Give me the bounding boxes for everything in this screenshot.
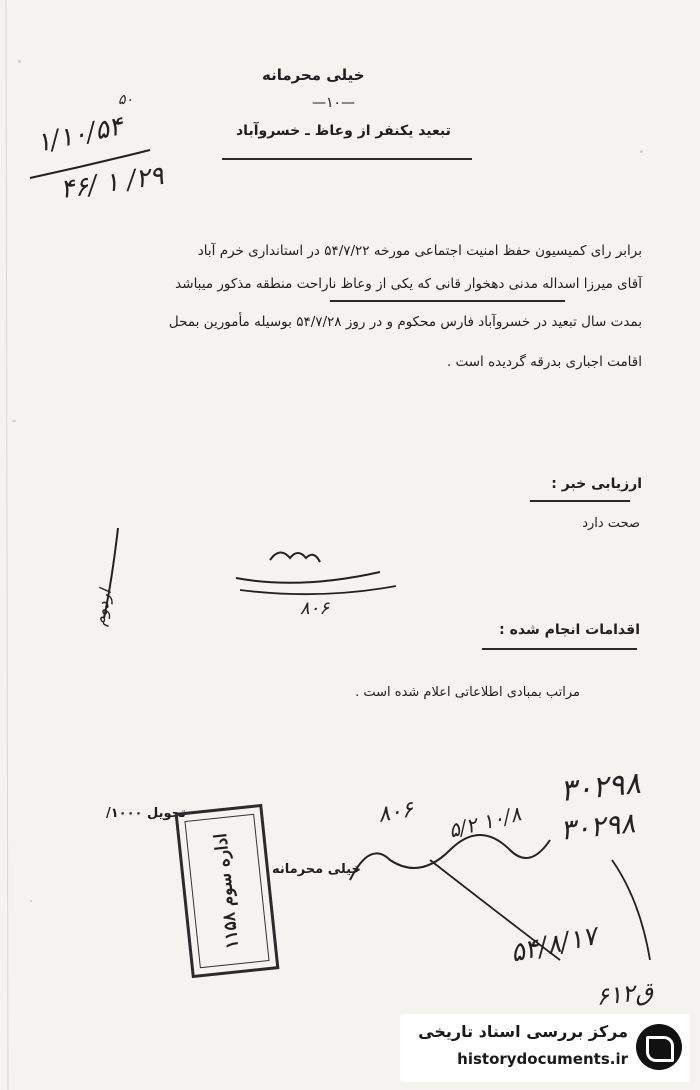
name-underline [330,300,565,302]
signature-loop [270,552,320,562]
handwritten-scribble-1: ۸۰۶ [376,797,416,828]
distribution-note: تحویل ۱۰۰۰/ [106,806,186,821]
actions-heading: اقدامات انجام شده : [499,622,640,638]
signature-underline [240,586,396,594]
signature-mark: ۸۰۶ [300,598,330,619]
handwritten-number-1: ۳۰۲۹۸ [558,765,643,810]
body-line-3: بمدت سال تبعید در خسروآباد فارس محکوم و در روز ۵۴/۷/۲۸ بوسیله مأمورین بمحل [168,314,642,330]
actions-text: مراتب بمبادی اطلاعاتی اعلام شده است . [355,685,580,700]
document-subject: تبعید یکنفر از وعاظ ـ خسروآباد [236,123,451,139]
handwritten-date-bottom: ۵۴/۸/۱۷ [507,921,600,969]
scan-speck [640,150,643,153]
assessment-heading: ارزیابی خبر : [551,476,642,492]
margin-note-date: ۱/۱۰/۵۴ [33,111,126,159]
body-line-2: آقای میرزا اسداله مدنی دهخوار قانی که یکی از وعاظ ناراحت منطقه مذکور میباشد [175,276,642,292]
handwritten-number-2: ۳۰۲۹۸ [558,806,637,847]
bottom-classification: خیلی محرمانه [272,862,361,877]
office-stamp [175,804,280,978]
scan-speck [30,900,32,902]
scan-speck [18,60,21,63]
assessment-underline [530,500,630,502]
actions-underline [482,648,637,650]
margin-note-number: ۴۶/ ۱ /۲۹ [58,160,166,206]
watermark-title: مرکز بررسی اسناد تاریخی [418,1022,628,1041]
signature-stroke [236,572,380,583]
classification-header: خیلی محرمانه [262,66,365,84]
page-edge-left [6,0,8,1090]
body-line-1: برابر رای کمیسیون حفظ امنیت اجتماعی مورخه ۵۴/۷/۲۲ در استانداری خرم آباد [197,243,642,259]
assessment-value: صحت دارد [582,516,640,531]
handwritten-code-bottom: ق۶۱۲ [594,977,655,1011]
tilted-number-arc [612,860,650,960]
archive-logo-icon [636,1024,682,1070]
document-number: —۱۰— [312,95,356,111]
margin-note-digits: ۵۰ [118,92,134,108]
scan-speck [12,420,16,422]
side-note-vertical: اردوم [89,587,116,628]
watermark-url: historydocuments.ir [457,1050,628,1068]
watermark-banner [400,1014,690,1082]
handwritten-scribble-2: ۵/۲ ۱۰/۸ [446,801,524,843]
subject-underline [222,158,472,160]
body-line-4: اقامت اجباری بدرقه گردیده است . [446,354,642,370]
stamp-text: اداره سوم ۱۱۵۸ [210,832,244,950]
scribble-wave [350,835,550,880]
